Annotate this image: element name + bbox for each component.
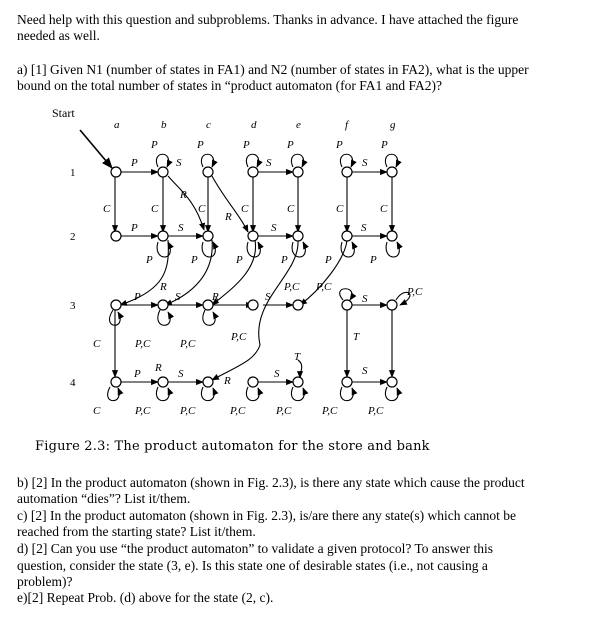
svg-text:C: C xyxy=(198,203,206,215)
state-node xyxy=(342,300,352,310)
state-node xyxy=(203,231,213,241)
svg-text:S: S xyxy=(362,365,368,377)
state-node xyxy=(387,377,397,387)
svg-text:P: P xyxy=(131,222,138,234)
question-line: question, consider the state (3, e). Is this state one of desirable states (i.e., not causing a xyxy=(17,558,488,573)
svg-text:R: R xyxy=(180,189,187,201)
svg-text:S: S xyxy=(265,291,271,303)
svg-text:P: P xyxy=(134,368,141,380)
column-label: f xyxy=(345,119,349,131)
svg-text:R: R xyxy=(212,291,219,303)
column-label: d xyxy=(251,119,257,131)
svg-text:C: C xyxy=(103,203,111,215)
question-line: automation “dies”? List it/them. xyxy=(17,491,191,506)
column-labels xyxy=(114,119,396,131)
svg-text:C: C xyxy=(151,203,159,215)
state-node xyxy=(248,231,258,241)
state-node xyxy=(111,167,121,177)
state-node xyxy=(342,167,352,177)
svg-text:P: P xyxy=(243,139,250,151)
state-node xyxy=(387,231,397,241)
row-label: 2 xyxy=(70,231,76,243)
svg-text:P: P xyxy=(281,254,288,266)
row-label: 4 xyxy=(70,377,76,389)
svg-text:R: R xyxy=(155,362,162,374)
state-node xyxy=(158,300,168,310)
column-label: g xyxy=(390,119,396,131)
svg-text:P: P xyxy=(151,139,158,151)
transitions xyxy=(108,154,410,400)
svg-text:P,C: P,C xyxy=(230,405,246,417)
svg-text:C: C xyxy=(93,405,101,417)
states xyxy=(111,167,397,387)
state-node xyxy=(158,167,168,177)
svg-text:S: S xyxy=(266,157,272,169)
state-node xyxy=(293,300,303,310)
svg-text:P: P xyxy=(146,254,153,266)
state-node xyxy=(293,231,303,241)
svg-text:S: S xyxy=(362,157,368,169)
state-node xyxy=(111,300,121,310)
state-node xyxy=(293,167,303,177)
svg-text:P,C: P,C xyxy=(407,286,423,298)
svg-text:C: C xyxy=(287,203,295,215)
svg-text:R: R xyxy=(160,281,167,293)
state-node xyxy=(342,231,352,241)
state-node xyxy=(111,231,121,241)
svg-text:P: P xyxy=(325,254,332,266)
state-node xyxy=(293,377,303,387)
state-node xyxy=(203,167,213,177)
svg-text:P,C: P,C xyxy=(322,405,338,417)
svg-text:P,C: P,C xyxy=(135,405,151,417)
svg-text:P: P xyxy=(197,139,204,151)
start-label: Start xyxy=(52,106,75,120)
state-node xyxy=(158,231,168,241)
question-a-line: a) [1] Given N1 (number of states in FA1) and N2 (number of states in FA2), what is the upper xyxy=(17,62,529,77)
svg-text:P,C: P,C xyxy=(231,331,247,343)
svg-text:C: C xyxy=(241,203,249,215)
question-line: b) [2] In the product automaton (shown in Fig. 2.3), is there any state which cause the product xyxy=(17,475,525,490)
svg-text:S: S xyxy=(178,222,184,234)
column-label: e xyxy=(296,119,301,131)
state-node xyxy=(387,300,397,310)
intro-line: Need help with this question and subproblems. Thanks in advance. I have attached the figure xyxy=(17,12,519,27)
question-line: d) [2] Can you use “the product automaton” to validate a given protocol? To answer this xyxy=(17,541,494,556)
question-line: e)[2] Repeat Prob. (d) above for the state (2, c). xyxy=(17,590,274,605)
svg-text:T: T xyxy=(294,351,301,363)
svg-text:P: P xyxy=(370,254,377,266)
svg-text:S: S xyxy=(175,291,181,303)
row-label: 3 xyxy=(70,300,76,312)
svg-text:P,C: P,C xyxy=(316,281,332,293)
state-node xyxy=(248,167,258,177)
question-line: reached from the starting state? List it/them. xyxy=(17,524,256,539)
transition-labels xyxy=(93,139,423,417)
state-node xyxy=(158,377,168,387)
column-label: b xyxy=(161,119,167,131)
start-arrow xyxy=(80,130,112,168)
column-label: c xyxy=(206,119,211,131)
svg-text:P,C: P,C xyxy=(284,281,300,293)
state-node xyxy=(111,377,121,387)
row-labels xyxy=(70,167,76,389)
svg-text:P: P xyxy=(131,157,138,169)
svg-text:C: C xyxy=(380,203,388,215)
svg-text:P,C: P,C xyxy=(276,405,292,417)
svg-text:S: S xyxy=(178,368,184,380)
question-line: c) [2] In the product automaton (shown in Fig. 2.3), is/are there any state(s) which cannot be xyxy=(17,508,516,523)
state-node xyxy=(342,377,352,387)
state-node xyxy=(248,377,258,387)
svg-text:P: P xyxy=(134,291,141,303)
figure-caption: Figure 2.3: The product automaton for the store and bank xyxy=(35,439,430,454)
svg-text:R: R xyxy=(224,375,231,387)
svg-text:P,C: P,C xyxy=(180,338,196,350)
svg-text:P: P xyxy=(191,254,198,266)
svg-text:S: S xyxy=(362,293,368,305)
intro-line: needed as well. xyxy=(17,28,100,43)
svg-text:P: P xyxy=(381,139,388,151)
row-label: 1 xyxy=(70,167,76,179)
svg-text:S: S xyxy=(274,368,280,380)
svg-text:P: P xyxy=(336,139,343,151)
svg-text:P: P xyxy=(287,139,294,151)
svg-text:P,C: P,C xyxy=(135,338,151,350)
svg-text:T: T xyxy=(353,331,360,343)
column-label: a xyxy=(114,119,120,131)
svg-text:C: C xyxy=(93,338,101,350)
svg-text:P,C: P,C xyxy=(180,405,196,417)
state-node xyxy=(387,167,397,177)
question-a-line: bound on the total number of states in “product automaton (for FA1 and FA2)? xyxy=(17,78,443,93)
question-line: problem)? xyxy=(17,574,73,589)
svg-text:S: S xyxy=(271,222,277,234)
svg-text:C: C xyxy=(336,203,344,215)
svg-text:S: S xyxy=(176,157,182,169)
svg-text:R: R xyxy=(225,211,232,223)
state-node xyxy=(203,377,213,387)
state-node xyxy=(248,300,258,310)
svg-text:P,C: P,C xyxy=(368,405,384,417)
svg-text:S: S xyxy=(361,222,367,234)
svg-text:P: P xyxy=(236,254,243,266)
